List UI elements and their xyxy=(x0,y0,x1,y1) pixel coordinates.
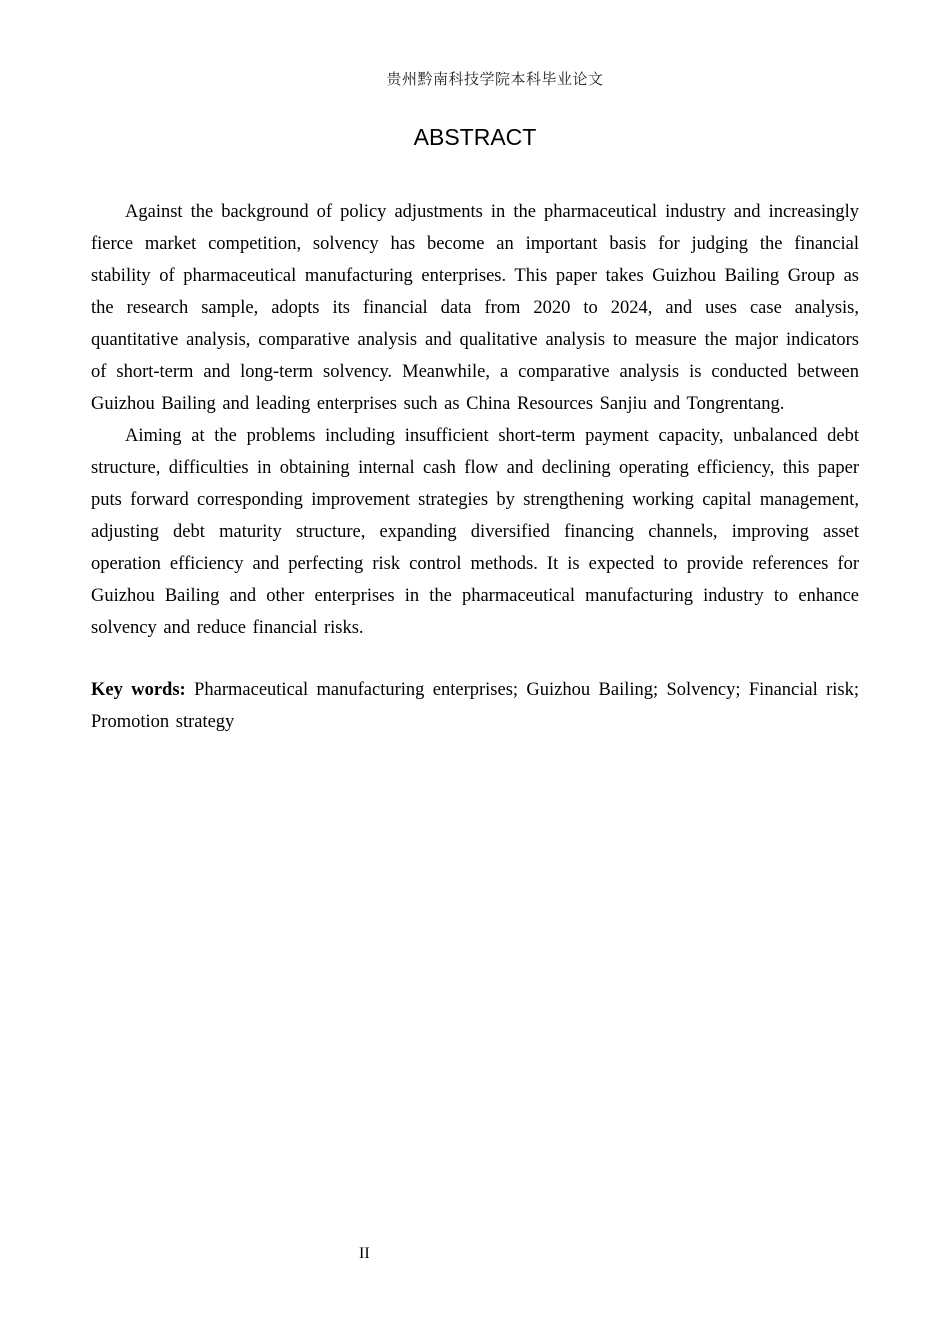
abstract-paragraph-1: Against the background of policy adjustments in the pharmaceutical industry and increasingly fierce market competition, solvency has become an important basis for judging the financial stability of pharmaceutical manufacturing enterprises. This paper takes Guizhou Bailing Group as the research sample, adopts its financial data from 2020 to 2024, and uses case analysis, quantitative analysis, comparative analysis and qualitative analysis to measure the major indicators of short-term and long-term solvency. Meanwhile, a comparative analysis is conducted between Guizhou Bailing and leading enterprises such as China Resources Sanjiu and Tongrentang. xyxy=(91,202,859,414)
abstract-title: ABSTRACT xyxy=(413,124,537,150)
abstract-paragraph-2: Aiming at the problems including insufficient short-term payment capacity, unbalanced debt structure, difficulties in obtaining internal cash flow and declining operating efficiency, this paper puts forward corresponding improvement strategies by strengthening working capital management, adjusting debt maturity structure, expanding diversified financing channels, improving asset operation efficiency and perfecting risk control methods. It is expected to provide references for Guizhou Bailing and other enterprises in the pharmaceutical manufacturing industry to enhance solvency and reduce financial risks. xyxy=(91,426,859,638)
running-header: 贵州黔南科技学院本科毕业论文 xyxy=(386,70,604,88)
abstract-body xyxy=(91,196,859,738)
keywords-label: Key words: xyxy=(91,680,186,700)
page-number: II xyxy=(359,1245,370,1262)
keywords-line xyxy=(91,674,859,738)
keywords-text: Pharmaceutical manufacturing enterprises; Guizhou Bailing; Solvency; Financial risk; Promotion strategy xyxy=(91,680,860,732)
